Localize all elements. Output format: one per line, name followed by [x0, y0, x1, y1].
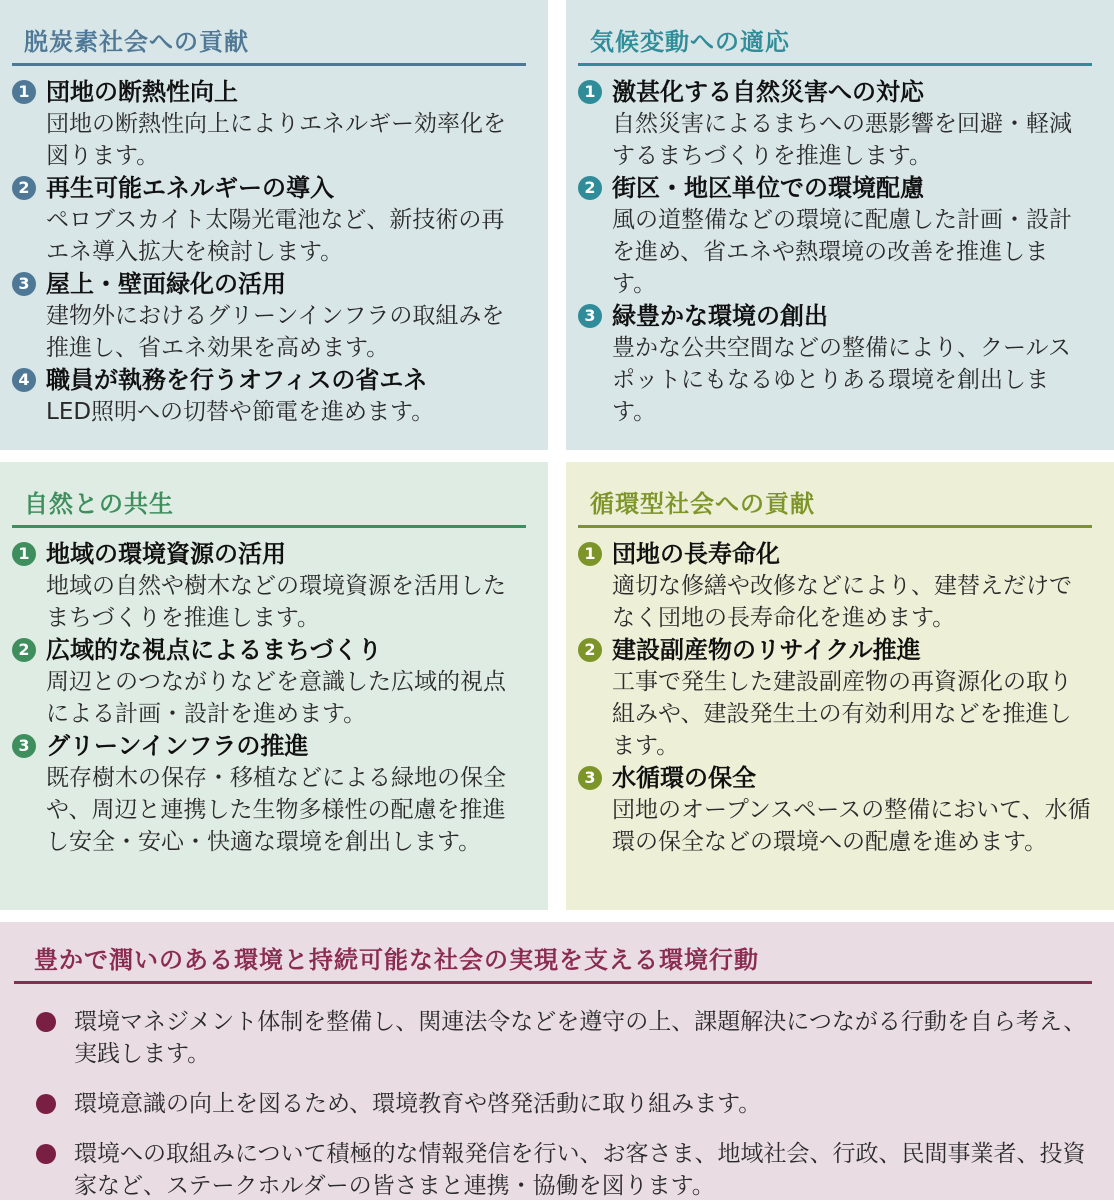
- item-heading: 激甚化する自然災害への対応: [612, 78, 924, 106]
- bullet-text: 環境への取組みについて積極的な情報発信を行い、お客さま、地域社会、行政、民間事業者、投資家など、ステークホルダーの皆さまと連携・協働を図ります。: [74, 1141, 1086, 1199]
- item-body: 自然災害によるまちへの悪影響を回避・軽減するまちづくりを推進します。: [612, 111, 1072, 169]
- list-item: [12, 364, 526, 428]
- list-item: [12, 172, 526, 268]
- item-heading: 職員が執務を行うオフィスの省エネ: [46, 366, 428, 394]
- number-badge: 1: [578, 542, 602, 566]
- item-heading: 緑豊かな環境の創出: [612, 302, 828, 330]
- panel-title: 循環型社会への貢献: [578, 480, 1092, 528]
- panel-environmental-action: [0, 922, 1114, 1200]
- item-body: 周辺とのつながりなどを意識した広域的視点による計画・設計を進めます。: [46, 669, 506, 727]
- bullet-text: 環境マネジメント体制を整備し、関連法令などを遵守の上、課題解決につながる行動を自ら考え、実践します。: [74, 1009, 1087, 1067]
- item-heading: 建設副産物のリサイクル推進: [612, 636, 921, 664]
- bullet-dot-icon: [36, 1144, 56, 1164]
- list-item: [12, 634, 526, 730]
- list-item: [12, 538, 526, 634]
- item-body: 団地のオープンスペースの整備において、水循環の保全などの環境への配慮を進めます。: [612, 797, 1091, 855]
- item-body: ペロブスカイト太陽光電池など、新技術の再エネ導入拡大を検討します。: [46, 207, 505, 265]
- number-badge: 4: [12, 368, 36, 392]
- item-heading: 屋上・壁面緑化の活用: [46, 270, 286, 298]
- item-body: 団地の断熱性向上によりエネルギー効率化を図ります。: [46, 111, 506, 169]
- bullet-text: 環境意識の向上を図るため、環境教育や啓発活動に取り組みます。: [74, 1091, 762, 1117]
- number-badge: 3: [12, 734, 36, 758]
- number-badge: 1: [12, 542, 36, 566]
- item-heading: 広域的な視点によるまちづくり: [46, 636, 382, 664]
- panel-climate-adaptation: [566, 0, 1114, 450]
- bullet-item: [14, 1138, 1092, 1202]
- item-heading: 再生可能エネルギーの導入: [46, 174, 334, 202]
- number-badge: 1: [12, 80, 36, 104]
- item-body: 工事で発生した建設副産物の再資源化の取り組みや、建設発生土の有効利用などを推進します。: [612, 669, 1072, 759]
- panel-title: 豊かで潤いのある環境と持続可能な社会の実現を支える環境行動: [14, 936, 1092, 984]
- number-badge: 2: [578, 638, 602, 662]
- panel-title: 脱炭素社会への貢献: [12, 18, 526, 66]
- item-body: 豊かな公共空間などの整備により、クールスポットにもなるゆとりある環境を創出します。: [612, 335, 1071, 425]
- list-item: [578, 172, 1092, 300]
- panel-title: 気候変動への適応: [578, 18, 1092, 66]
- list-item: [578, 76, 1092, 172]
- bullet-item: [14, 1006, 1092, 1070]
- item-body: 既存樹木の保存・移植などによる緑地の保全や、周辺と連携した生物多様性の配慮を推進し安全・安心・快適な環境を創出します。: [46, 765, 506, 855]
- item-body: 建物外におけるグリーンインフラの取組みを推進し、省エネ効果を高めます。: [46, 303, 505, 361]
- list-item: [578, 300, 1092, 428]
- number-badge: 2: [578, 176, 602, 200]
- panel-circular-society: [566, 462, 1114, 910]
- number-badge: 2: [12, 638, 36, 662]
- item-heading: 団地の断熱性向上: [46, 78, 238, 106]
- item-heading: 地域の環境資源の活用: [46, 540, 286, 568]
- list-item: [578, 634, 1092, 762]
- list-item: [12, 730, 526, 858]
- item-heading: 団地の長寿命化: [612, 540, 780, 568]
- bullet-item: [14, 1088, 1092, 1120]
- list-item: [12, 268, 526, 364]
- bullet-dot-icon: [36, 1094, 56, 1114]
- bullet-dot-icon: [36, 1012, 56, 1032]
- item-body: 地域の自然や樹木などの環境資源を活用したまちづくりを推進します。: [46, 573, 506, 631]
- number-badge: 3: [578, 766, 602, 790]
- number-badge: 3: [578, 304, 602, 328]
- item-body: LED照明への切替や節電を進めます。: [46, 399, 435, 425]
- item-body: 適切な修繕や改修などにより、建替えだけでなく団地の長寿命化を進めます。: [612, 573, 1072, 631]
- number-badge: 3: [12, 272, 36, 296]
- number-badge: 1: [578, 80, 602, 104]
- list-item: [578, 762, 1092, 858]
- panel-title: 自然との共生: [12, 480, 526, 528]
- item-heading: グリーンインフラの推進: [46, 732, 309, 760]
- panel-decarbonization: [0, 0, 548, 450]
- list-item: [578, 538, 1092, 634]
- item-body: 風の道整備などの環境に配慮した計画・設計を進め、省エネや熱環境の改善を推進します。: [612, 207, 1072, 297]
- panel-nature-coexistence: [0, 462, 548, 910]
- item-heading: 街区・地区単位での環境配慮: [612, 174, 924, 202]
- number-badge: 2: [12, 176, 36, 200]
- list-item: [12, 76, 526, 172]
- item-heading: 水循環の保全: [612, 764, 756, 792]
